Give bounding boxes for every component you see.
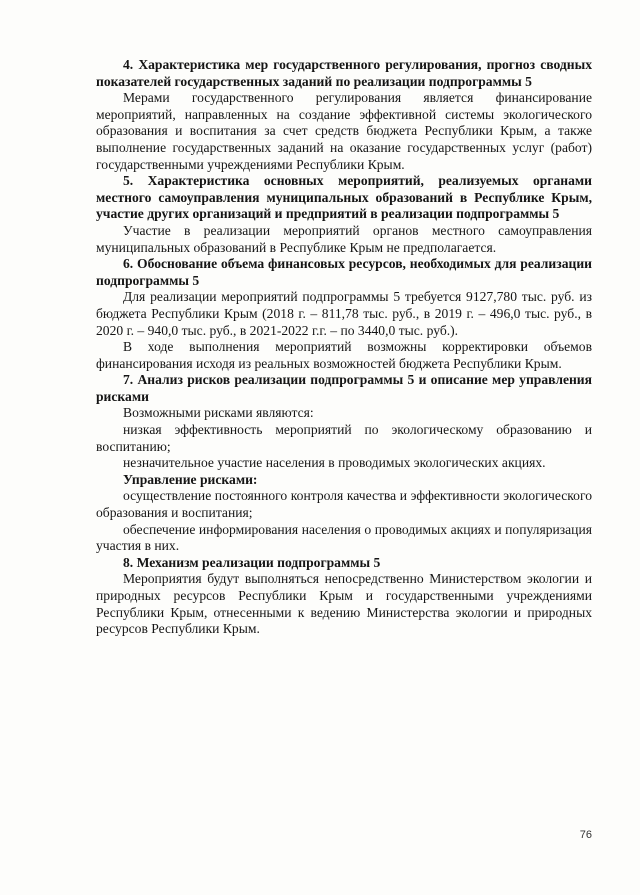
section-6-heading: 6. Обоснование объема финансовых ресурсов, необходимых для реализации подпрограммы 5 xyxy=(96,256,592,288)
risk-management-item-1: осуществление постоянного контроля качества и эффективности экологического образования и воспитания; xyxy=(96,488,592,521)
section-5-heading: 5. Характеристика основных мероприятий, реализуемых органами местного самоуправления муниципальных образований в Республике Крым, участие других организаций и предприятий в реализации подпрограммы 5 xyxy=(96,173,592,222)
risks-intro: Возможными рисками являются: xyxy=(123,405,314,421)
section-6-paragraph-1: Для реализации мероприятий подпрограммы 5 требуется 9127,780 тыс. руб. из бюджета Республики Крым (2018 г. – 811,78 тыс. руб., в 2019 г. – 496,0 тыс. руб., в 2020 г. – 940,0 тыс. руб., в 2021-2022 г.г. – по 3440,0 тыс. руб.). xyxy=(96,289,592,338)
section-5-paragraph-1: Участие в реализации мероприятий органов местного самоуправления муниципальных образований в Республике Крым не предполагается. xyxy=(96,222,592,255)
section-7-heading: 7. Анализ рисков реализации подпрограммы 5 и описание мер управления рисками xyxy=(96,372,592,404)
section-4-paragraph-1: Мерами государственного регулирования является финансирование мероприятий, направленных на создание эффективной системы экологического образования и воспитания за счет средств бюджета Республики Крым, а также выполнение государственных заданий на оказание государственных услуг (работ) государственными учреждениями Республики Крым. xyxy=(96,90,592,172)
section-8-heading: 8. Механизм реализации подпрограммы 5 xyxy=(123,554,381,570)
risk-item-2: незначительное участие населения в проводимых экологических акциях. xyxy=(123,455,546,471)
risk-item-1: низкая эффективность мероприятий по экологическому образованию и воспитанию; xyxy=(96,422,592,454)
section-4-heading: 4. Характеристика мер государственного регулирования, прогноз сводных показателей государственных заданий по реализации подпрограммы 5 xyxy=(96,57,592,89)
risk-management-item-2: обеспечение информирования населения о проводимых акциях и популяризация участия в них. xyxy=(96,521,592,554)
page-number: 76 xyxy=(579,829,592,841)
section-8-paragraph-1: Мероприятия будут выполняться непосредственно Министерством экологии и природных ресурсов Республики Крым и государственными учреждениями Республики Крым, отнесенными к ведению Министерства экологии и природных ресурсов Республики Крым. xyxy=(96,571,592,637)
risk-management-heading: Управление рисками: xyxy=(123,471,258,487)
document-page xyxy=(96,57,592,638)
section-6-paragraph-2: В ходе выполнения мероприятий возможны корректировки объемов финансирования исходя из реальных возможностей бюджета Республики Крым. xyxy=(96,339,592,371)
